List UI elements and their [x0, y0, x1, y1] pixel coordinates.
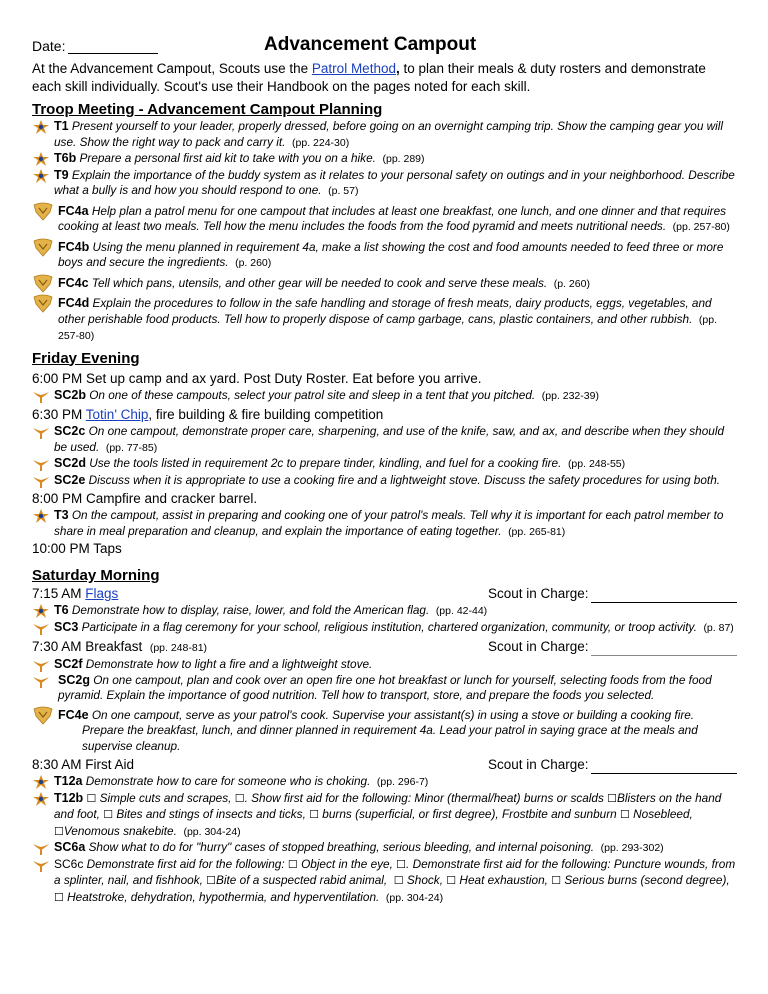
- checkbox[interactable]: ☐: [54, 891, 64, 904]
- event-totin-chip: 6:30 PM Totin' Chip, fire building & fire building competition: [32, 407, 384, 422]
- req-sc2e: SC2e Discuss when it is appropriate to use a cooking fire and a lightweight stove. Discuss the safety procedures for using both.: [32, 473, 738, 489]
- tenderfoot-icon: [32, 152, 50, 166]
- req-fc4d: FC4d Explain the procedures to follow in the safe handling and storage of fresh meats, dairy products, eggs, vegetables, and other perishable food products. Tell how to properly dispose of camp garbage, cans, plastic containers, and other rubbish. (pp. 257-80): [32, 296, 738, 345]
- tenderfoot-icon: [32, 604, 50, 618]
- checkbox[interactable]: ☐: [396, 858, 407, 871]
- scout-in-charge-breakfast[interactable]: Scout in Charge:: [488, 638, 737, 656]
- second-class-icon: [32, 389, 50, 403]
- checkbox[interactable]: ☐: [446, 875, 457, 887]
- second-class-icon: [32, 457, 50, 471]
- req-sc2d: SC2d Use the tools listed in requirement 2c to prepare tinder, kindling, and fuel for a cooking fire. (pp. 248-55): [32, 456, 738, 473]
- req-fc4e: FC4e On one campout, serve as your patrol's cook. Supervise your assistant(s) in using a stove or building a cooking fire. Prepare the breakfast, lunch, and dinner planned in requirement 4a. Lead your patrol in saying grace at the meals and supervise cleanup.: [32, 708, 738, 755]
- first-class-icon: [32, 237, 54, 257]
- troop-requirements-list: [32, 119, 738, 345]
- req-t9: T9 Explain the importance of the buddy system as it relates to your personal safety on outings and in your neighborhood. Describe what a bully is and how you should respond to one. (p. 57): [32, 168, 738, 200]
- section-friday-heading: Friday Evening: [32, 349, 140, 367]
- checkbox[interactable]: ☐: [206, 875, 217, 887]
- checkbox[interactable]: ☐: [54, 825, 64, 838]
- second-class-icon: [32, 674, 50, 688]
- checkbox[interactable]: ☐: [551, 875, 562, 887]
- checkbox[interactable]: ☐: [393, 875, 404, 887]
- flags-link[interactable]: Flags: [85, 586, 119, 601]
- totin-chip-link[interactable]: Totin' Chip: [85, 407, 149, 422]
- event-first-aid: 8:30 AM First Aid Scout in Charge:: [32, 756, 738, 774]
- advancement-campout-page: [32, 34, 738, 906]
- req-sc2g: SC2g On one campout, plan and cook over an open fire one hot breakfast or lunch for yourself, selecting foods from the food pyramid. Explain the importance of good nutrition. Tell how to transport, store, and prepare the foods you selected.: [32, 673, 738, 704]
- date-blank-line[interactable]: [68, 40, 158, 54]
- req-t3: T3 On the campout, assist in preparing and cooking one of your patrol's meals. Tell why it is important for each patrol member to share in meal preparation and cleanup, and explain the importance of eating together. (pp. 265-81): [32, 508, 738, 540]
- checkbox[interactable]: ☐: [619, 809, 630, 821]
- first-class-icon: [32, 201, 54, 221]
- scout-in-charge-line[interactable]: [591, 589, 737, 603]
- date-label: Date:: [32, 38, 66, 54]
- checkbox[interactable]: ☐: [234, 792, 245, 805]
- checkbox[interactable]: ☐: [607, 792, 618, 805]
- section-troop-meeting-heading: Troop Meeting - Advancement Campout Planning: [32, 101, 383, 118]
- tenderfoot-icon: [32, 169, 50, 183]
- scout-in-charge-line[interactable]: [591, 642, 737, 656]
- title-bar: [32, 34, 738, 58]
- tenderfoot-icon: [32, 775, 50, 789]
- second-class-icon: [32, 621, 50, 635]
- second-class-icon: [32, 474, 50, 488]
- event-campfire: 8:00 PM Campfire and cracker barrel.: [32, 491, 258, 506]
- scout-in-charge-line[interactable]: [591, 760, 737, 774]
- req-t1: T1 Present yourself to your leader, properly dressed, before going on an overnight camping trip. Show the camping gear you will use. Show the right way to pack and carry it. (pp. 224-30): [32, 119, 738, 151]
- req-t12b: T12b ☐ Simple cuts and scrapes, ☐. Show first aid for the following: Minor (thermal/heat) burns or scalds ☐Blisters on the hand and foot, ☐ Bites and stings of insects and ticks, ☐ burns (superficial, or first degree), Frostbite and sunburn ☐ Nosebleed, ☐Venomous snakebite. (pp. 304-24): [32, 791, 738, 841]
- req-t6b: T6b Prepare a personal first aid kit to take with you on a hike. (pp. 289): [32, 151, 738, 168]
- patrol-method-link[interactable]: Patrol Method: [311, 61, 396, 76]
- first-class-icon: [32, 705, 54, 725]
- event-taps: 10:00 PM Taps: [32, 541, 122, 556]
- event-flags: 7:15 AM Flags Scout in Charge:: [32, 585, 738, 603]
- first-class-icon: [32, 273, 54, 293]
- checkbox[interactable]: ☐: [103, 809, 114, 821]
- tenderfoot-icon: [32, 792, 50, 806]
- req-sc2b: SC2b On one of these campouts, select your patrol site and sleep in a tent that you pitched. (pp. 232-39): [32, 388, 738, 405]
- intro-paragraph: At the Advancement Campout, Scouts use the Patrol Method, to plan their meals & duty rosters and demonstrate each skill individually. Scout's use their Handbook on the pages noted for each skill.: [32, 61, 706, 94]
- first-class-icon: [32, 293, 54, 313]
- req-fc4c: FC4c Tell which pans, utensils, and other gear will be needed to cook and serve these meals. (p. 260): [32, 276, 738, 293]
- checkbox[interactable]: ☐: [86, 792, 97, 805]
- second-class-icon: [32, 841, 50, 855]
- checkbox[interactable]: ☐: [309, 809, 320, 821]
- page-title: Advancement Campout: [264, 34, 477, 55]
- second-class-icon: [32, 858, 50, 872]
- second-class-icon: [32, 658, 50, 672]
- tenderfoot-icon: [32, 120, 50, 134]
- req-t12a: T12a Demonstrate how to care for someone who is choking. (pp. 296-7): [32, 774, 738, 791]
- second-class-icon: [32, 425, 50, 439]
- event-breakfast: 7:30 AM Breakfast (pp. 248-81) Scout in Charge:: [32, 638, 738, 657]
- req-sc6c: SC6c Demonstrate first aid for the following: ☐ Object in the eye, ☐. Demonstrate first aid for the following: Puncture wounds, from a splinter, nail, and fishhook, ☐Bite of a suspected rabid animal, ☐ Shock, ☐ Heat exhaustion, ☐ Serious burns (second degree), ☐ Heatstroke, dehydration, hypothermia, and hyperventilation. (pp. 304-24): [32, 857, 738, 907]
- section-saturday-heading: Saturday Morning: [32, 567, 160, 584]
- req-fc4a: FC4a Help plan a patrol menu for one campout that includes at least one breakfast, one lunch, and one dinner and that requires cooking at least two meals. Tell how the menu includes the foods from the food pyramid and meets nutritional needs. (pp. 257-80): [32, 204, 738, 236]
- tenderfoot-icon: [32, 509, 50, 523]
- date-field[interactable]: [32, 38, 158, 54]
- req-sc2c: SC2c On one campout, demonstrate proper care, sharpening, and use of the knife, saw, and ax, and describe when they should be used. (pp. 77-85): [32, 424, 738, 456]
- req-fc4b: FC4b Using the menu planned in requirement 4a, make a list showing the cost and food amounts needed to feed three or more boys and secure the ingredients. (p. 260): [32, 240, 738, 272]
- scout-in-charge-first-aid[interactable]: Scout in Charge:: [488, 756, 737, 774]
- checkbox[interactable]: ☐: [287, 858, 298, 871]
- req-sc6a: SC6a Show what to do for "hurry" cases of stopped breathing, serious bleeding, and internal poisoning. (pp. 293-302): [32, 840, 738, 857]
- req-sc3: SC3 Participate in a flag ceremony for your school, religious institution, chartered organization, community, or troop activity. (p. 87): [32, 620, 738, 637]
- event-setup-camp: 6:00 PM Set up camp and ax yard. Post Duty Roster. Eat before you arrive.: [32, 370, 482, 386]
- req-sc2f: SC2f Demonstrate how to light a fire and a lightweight stove.: [32, 657, 738, 673]
- scout-in-charge-flags[interactable]: Scout in Charge:: [488, 585, 737, 603]
- req-t6: T6 Demonstrate how to display, raise, lower, and fold the American flag. (pp. 42-44): [32, 603, 738, 620]
